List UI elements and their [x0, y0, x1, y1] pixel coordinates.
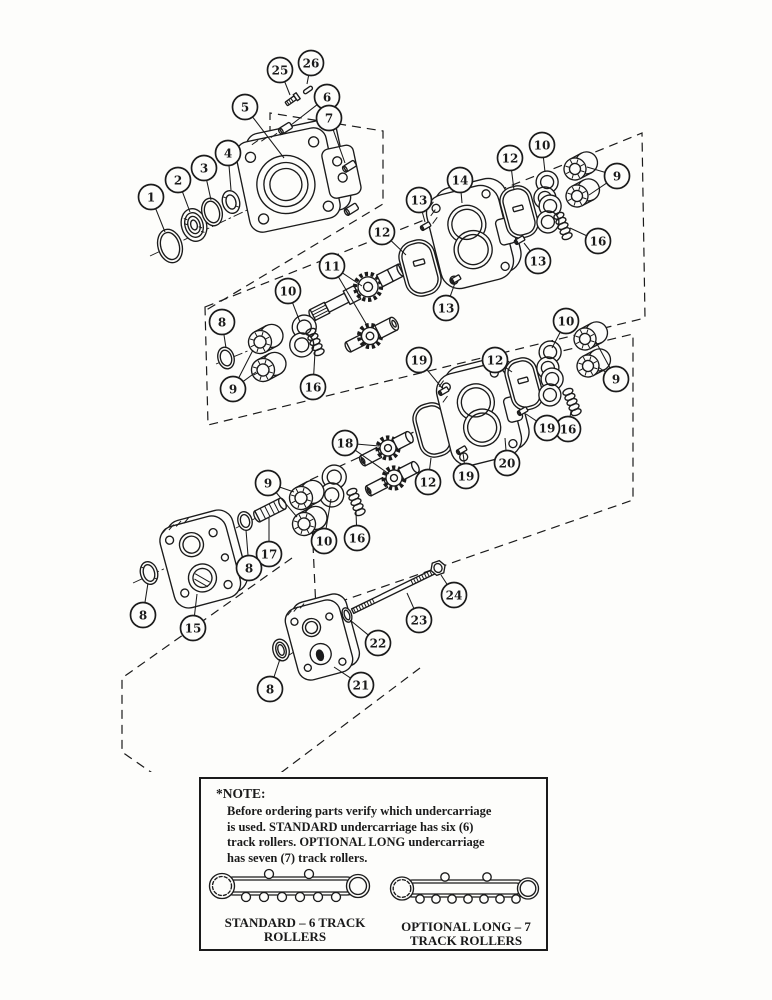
svg-text:16: 16 — [304, 380, 322, 395]
callout-balloon-9 — [221, 377, 246, 402]
leader-line — [285, 82, 290, 95]
leader-line — [274, 659, 280, 677]
leader-line — [422, 212, 425, 222]
svg-text:24: 24 — [445, 588, 463, 603]
callout-balloon-9 — [604, 367, 629, 392]
part-stud — [352, 569, 437, 614]
part-mounting-flange — [232, 115, 366, 235]
label-line: OPTIONAL LONG – 7 — [401, 919, 531, 934]
optional-long-track-label — [391, 920, 541, 947]
callout-balloon-12 — [498, 146, 523, 171]
part-bearing — [244, 320, 287, 357]
callout-balloon-10 — [554, 309, 579, 334]
callout-balloon-5 — [233, 95, 258, 120]
svg-text:11: 11 — [323, 259, 341, 274]
note-line: is used. STANDARD undercarriage has six (6) — [227, 819, 474, 834]
callout-balloon-10 — [312, 529, 337, 554]
standard-track-label — [209, 916, 381, 943]
svg-text:13: 13 — [437, 301, 455, 316]
leader-line — [207, 180, 211, 200]
callout-balloon-12 — [370, 220, 395, 245]
callout-balloon-8 — [210, 310, 235, 335]
callout-balloon-26 — [299, 51, 324, 76]
svg-text:14: 14 — [451, 173, 469, 188]
callout-balloon-19 — [407, 348, 432, 373]
part-seal-ring — [215, 345, 236, 371]
callout-balloon-16 — [301, 375, 326, 400]
callout-balloon-12 — [483, 348, 508, 373]
label-line: STANDARD – 6 TRACK — [224, 915, 366, 930]
part-spring — [562, 387, 582, 417]
callout-balloon-16 — [345, 526, 370, 551]
leader-line — [246, 530, 248, 556]
callout-balloon-10 — [276, 279, 301, 304]
svg-text:18: 18 — [336, 436, 354, 451]
standard-undercarriage-sketch — [207, 865, 375, 913]
leader-line — [407, 593, 414, 609]
callout-balloon-21 — [349, 673, 374, 698]
svg-text:16: 16 — [348, 531, 366, 546]
leader-line — [224, 334, 226, 348]
svg-text:9: 9 — [612, 169, 622, 184]
svg-text:12: 12 — [419, 475, 437, 490]
callout-balloon-4 — [216, 141, 241, 166]
callout-balloon-24 — [442, 583, 467, 608]
svg-text:9: 9 — [228, 382, 238, 397]
leader-line — [570, 411, 571, 417]
leader-line — [307, 75, 309, 84]
svg-text:2: 2 — [173, 173, 183, 188]
svg-text:12: 12 — [486, 353, 504, 368]
callout-balloon-16 — [586, 229, 611, 254]
svg-text:15: 15 — [184, 621, 202, 636]
svg-text:8: 8 — [217, 315, 227, 330]
leader-line — [441, 575, 447, 585]
callout-balloon-9 — [256, 471, 281, 496]
note-title: *NOTE: — [216, 786, 266, 801]
svg-text:6: 6 — [322, 90, 332, 105]
svg-text:22: 22 — [369, 636, 387, 651]
svg-text:16: 16 — [589, 234, 607, 249]
svg-text:3: 3 — [199, 161, 209, 176]
part-seal-ring — [270, 637, 291, 663]
callout-balloon-14 — [448, 168, 473, 193]
svg-text:10: 10 — [315, 534, 333, 549]
optional-long-undercarriage-sketch — [389, 869, 541, 915]
svg-text:17: 17 — [260, 547, 278, 562]
part-rear-cover — [156, 507, 252, 612]
leader-line — [543, 157, 545, 172]
svg-text:4: 4 — [223, 146, 233, 161]
callout-balloon-10 — [530, 133, 555, 158]
leader-line — [357, 444, 379, 446]
callout-balloon-13 — [434, 296, 459, 321]
callout-balloon-8 — [131, 603, 156, 628]
part-bearing — [560, 148, 601, 184]
callout-balloon-13 — [407, 188, 432, 213]
svg-text:13: 13 — [410, 193, 428, 208]
svg-text:20: 20 — [498, 456, 516, 471]
svg-text:9: 9 — [611, 372, 621, 387]
note-body — [227, 804, 491, 866]
callout-balloon-2 — [166, 168, 191, 193]
callout-balloon-20 — [495, 451, 520, 476]
callout-balloon-13 — [526, 249, 551, 274]
leader-line — [314, 352, 315, 375]
part-seal-ring — [236, 510, 255, 532]
svg-text:8: 8 — [265, 682, 275, 697]
part-bearing — [247, 348, 290, 385]
leader-line — [430, 458, 431, 470]
leader-line — [524, 243, 530, 251]
part-end-cover — [281, 591, 363, 683]
svg-text:19: 19 — [410, 353, 428, 368]
leader-line — [156, 209, 165, 232]
note-line: track rollers. OPTIONAL LONG undercarriage — [227, 835, 485, 850]
svg-text:19: 19 — [457, 469, 475, 484]
callout-balloon-19 — [454, 464, 479, 489]
callout-balloon-8 — [237, 556, 262, 581]
callout-balloon-22 — [366, 631, 391, 656]
callout-balloon-23 — [407, 608, 432, 633]
svg-text:25: 25 — [271, 63, 289, 78]
label-line: TRACK ROLLERS — [409, 932, 523, 948]
svg-text:10: 10 — [533, 138, 551, 153]
svg-text:7: 7 — [324, 111, 334, 126]
svg-text:16: 16 — [559, 422, 577, 437]
callout-balloon-19 — [535, 416, 560, 441]
svg-text:23: 23 — [410, 613, 428, 628]
svg-text:9: 9 — [263, 476, 273, 491]
label-line: ROLLERS — [263, 928, 327, 944]
callout-balloon-9 — [605, 164, 630, 189]
leader-line — [526, 414, 537, 421]
part-bearing — [562, 175, 603, 211]
part-wear-plate — [288, 314, 318, 359]
svg-text:10: 10 — [557, 314, 575, 329]
callout-balloon-25 — [268, 58, 293, 83]
part-seal-ring — [138, 560, 161, 587]
part-shaft-seal-rings — [154, 189, 243, 266]
callout-balloon-1 — [139, 185, 164, 210]
leader-line — [280, 487, 294, 492]
callout-balloon-15 — [181, 616, 206, 641]
svg-text:8: 8 — [244, 561, 254, 576]
svg-text:8: 8 — [138, 608, 148, 623]
leader-line — [356, 512, 357, 526]
note-line: Before ordering parts verify which undercarriage — [227, 804, 492, 818]
svg-text:1: 1 — [146, 190, 156, 205]
svg-text:5: 5 — [240, 100, 250, 115]
callout-balloon-7 — [317, 106, 342, 131]
svg-text:12: 12 — [501, 151, 519, 166]
part-idler-gear-shaft — [341, 312, 402, 358]
callout-balloon-11 — [320, 254, 345, 279]
svg-text:19: 19 — [538, 421, 556, 436]
note-line: has seven (7) track rollers. — [227, 850, 368, 865]
note-box — [199, 777, 548, 951]
leader-line — [427, 370, 442, 388]
leader-line — [229, 165, 231, 190]
callout-balloon-12 — [416, 470, 441, 495]
leader-line — [182, 192, 190, 212]
svg-text:10: 10 — [279, 284, 297, 299]
callout-balloon-8 — [258, 677, 283, 702]
callout-balloon-3 — [192, 156, 217, 181]
svg-text:12: 12 — [373, 225, 391, 240]
leader-line — [145, 583, 148, 603]
svg-text:13: 13 — [529, 254, 547, 269]
svg-text:26: 26 — [302, 56, 320, 71]
part-coupling-shaft — [252, 497, 288, 523]
svg-text:21: 21 — [352, 678, 370, 693]
callout-balloon-18 — [333, 431, 358, 456]
